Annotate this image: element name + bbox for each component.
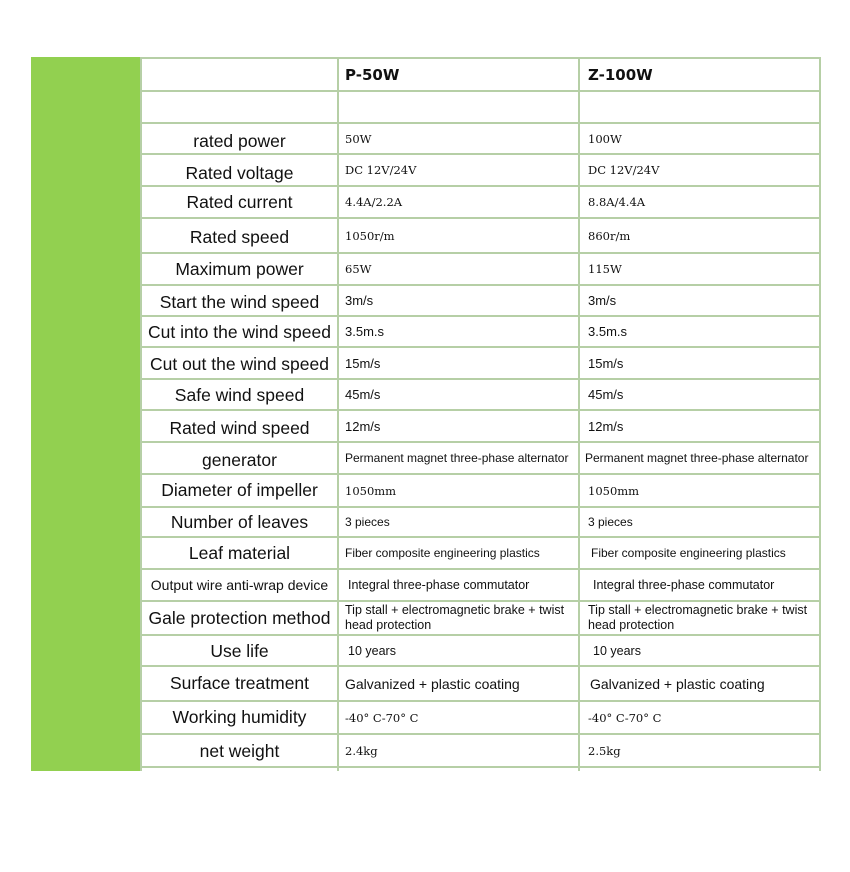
z100w-value: 100W — [588, 131, 622, 146]
z100w-value: 45m/s — [588, 387, 624, 402]
row-label: Rated wind speed — [169, 417, 310, 438]
row-label: Start the wind speed — [159, 292, 320, 312]
row-label: Number of leaves — [170, 511, 309, 532]
p50w-value: 1050mm — [345, 483, 397, 498]
table-row — [140, 538, 821, 568]
table-row — [140, 702, 821, 733]
table-row — [140, 443, 821, 473]
p50w-value: 2.4kg — [345, 743, 378, 758]
row-label: Working humidity — [172, 707, 307, 727]
row-label: Output wire anti-wrap device — [150, 577, 329, 593]
table-row — [140, 187, 821, 217]
z100w-value: -40° C-70° C — [588, 710, 662, 725]
column-header-p50w: P-50W — [345, 65, 400, 84]
z100w-value: 12m/s — [588, 418, 624, 434]
z100w-value: 3m/s — [588, 293, 617, 308]
p50w-value: 12m/s — [345, 418, 381, 434]
empty-row — [140, 92, 821, 122]
table-row — [140, 348, 821, 378]
p50w-value: 3m/s — [345, 293, 374, 308]
row-label: Safe wind speed — [174, 385, 305, 405]
spec-table — [140, 57, 821, 771]
table-row — [140, 380, 821, 409]
table-row — [140, 508, 821, 536]
table-row — [140, 636, 821, 665]
z100w-value: 2.5kg — [588, 743, 621, 758]
row-label: Use life — [210, 641, 269, 661]
p50w-value: Permanent magnet three-phase alternator — [345, 451, 569, 465]
table-row — [140, 667, 821, 700]
z100w-value: 3.5m.s — [588, 324, 628, 339]
p50w-value: 4.4A/2.2A — [345, 195, 403, 209]
table-row — [140, 735, 821, 766]
p50w-value: Integral three-phase commutator — [348, 578, 530, 592]
row-label: Rated voltage — [185, 162, 294, 183]
table-row — [140, 219, 821, 252]
table-row — [140, 286, 821, 315]
z100w-value: Permanent magnet three-phase alternator — [585, 451, 809, 465]
row-label: Cut into the wind speed — [148, 322, 331, 342]
row-label: Surface treatment — [169, 673, 310, 693]
p50w-value: 3.5m.s — [345, 324, 385, 339]
table-row — [140, 317, 821, 346]
p50w-value: Galvanized + plastic coating — [345, 675, 520, 692]
row-label: net weight — [199, 741, 280, 761]
column-header-z100w: Z-100W — [588, 65, 653, 84]
table-row — [140, 411, 821, 441]
green-side-bar — [31, 57, 140, 771]
z100w-value: Tip stall + electromagnetic brake + twist head protection — [588, 603, 808, 632]
p50w-value: 10 years — [348, 643, 396, 658]
z100w-value: 8.8A/4.4A — [588, 195, 646, 209]
table-row — [140, 155, 821, 185]
row-label: rated power — [193, 131, 286, 151]
p50w-value: DC 12V/24V — [345, 163, 417, 177]
p50w-value: Tip stall + electromagnetic brake + twist head protection — [345, 603, 565, 632]
header-row — [140, 59, 821, 90]
p50w-value: 1050r/m — [345, 228, 395, 243]
table-row — [140, 254, 821, 284]
p50w-value: 3 pieces — [345, 515, 390, 529]
z100w-value: 115W — [588, 262, 622, 276]
row-label: Leaf material — [188, 542, 291, 563]
row-label: Rated speed — [189, 227, 290, 247]
z100w-value: Integral three-phase commutator — [593, 578, 775, 592]
row-label: Rated current — [186, 191, 293, 212]
z100w-value: 15m/s — [588, 355, 624, 371]
z100w-value: Galvanized + plastic coating — [590, 675, 765, 692]
z100w-value: Fiber composite engineering plastics — [591, 546, 786, 560]
z100w-value: 860r/m — [588, 228, 631, 243]
p50w-value: 50W — [345, 131, 372, 146]
grid-line — [140, 766, 821, 768]
row-label: Gale protection method — [148, 607, 331, 628]
p50w-value: 45m/s — [345, 387, 381, 402]
z100w-value: DC 12V/24V — [588, 163, 660, 177]
table-row — [140, 602, 821, 634]
z100w-value: 1050mm — [588, 483, 640, 498]
row-label: Maximum power — [175, 258, 304, 279]
row-label: Cut out the wind speed — [149, 353, 329, 374]
table-row — [140, 124, 821, 153]
z100w-value: 3 pieces — [588, 515, 633, 529]
row-label: generator — [202, 449, 277, 470]
p50w-value: -40° C-70° C — [345, 710, 419, 725]
p50w-value: Fiber composite engineering plastics — [345, 546, 540, 560]
row-label: Diameter of impeller — [161, 480, 318, 500]
p50w-value: 65W — [345, 262, 372, 276]
table-row — [140, 475, 821, 506]
p50w-value: 15m/s — [345, 355, 381, 371]
z100w-value: 10 years — [593, 643, 641, 658]
table-row — [140, 570, 821, 600]
